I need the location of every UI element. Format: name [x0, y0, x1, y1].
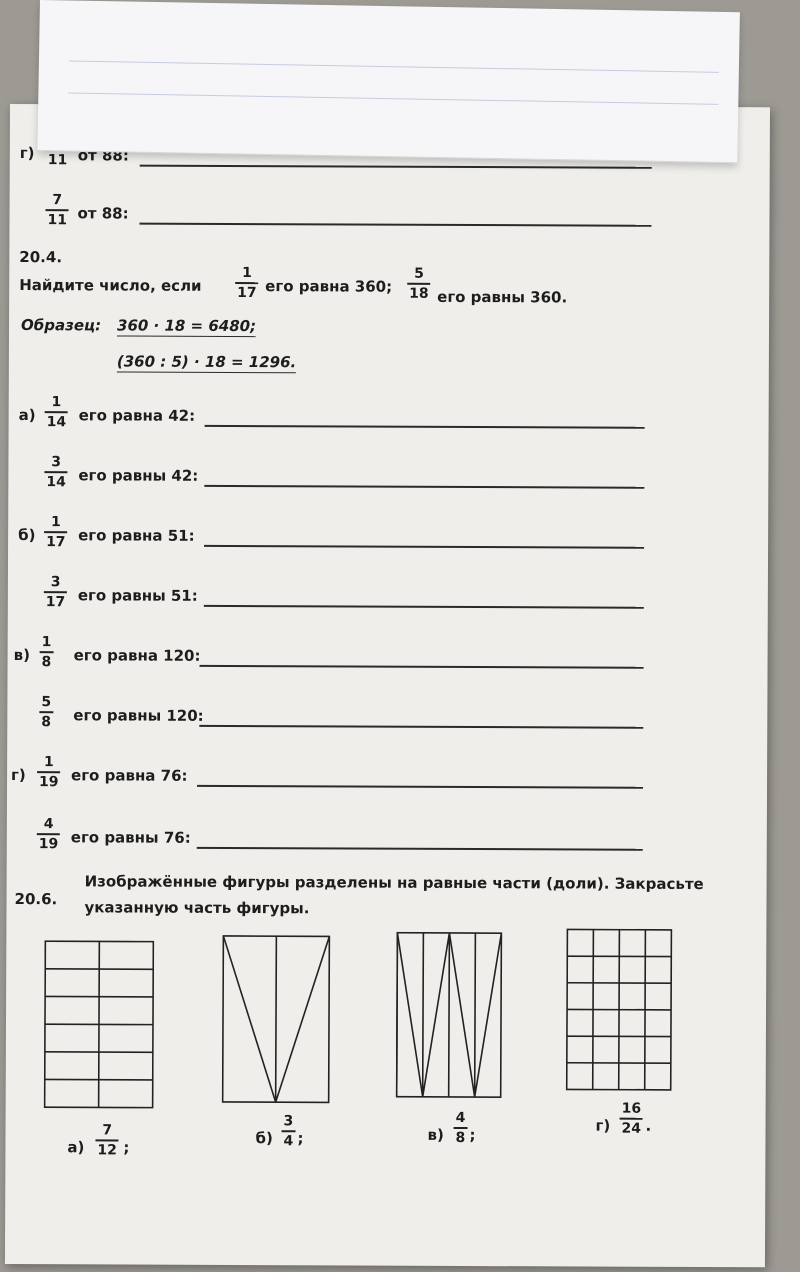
- ruled-line: [69, 61, 719, 73]
- task-statement: Найдите число, если: [19, 276, 202, 295]
- answer-line[interactable]: [199, 725, 643, 728]
- fraction-numerator: 4: [43, 816, 54, 833]
- task-number: 20.6.: [14, 890, 58, 909]
- fraction-numerator: 1: [41, 634, 52, 651]
- sample-line: (360 : 5) · 18 = 1296.: [116, 352, 297, 372]
- fraction-denominator: 17: [45, 593, 66, 610]
- fraction: [407, 266, 431, 302]
- fraction-numerator: 1: [51, 394, 62, 411]
- figure-b-rectangle-triangles[interactable]: [222, 935, 333, 1105]
- fraction-bar: [37, 833, 60, 835]
- item-text: от 88:: [77, 204, 129, 223]
- paper-overlay-strip: [37, 0, 740, 163]
- fraction: [44, 574, 68, 610]
- fraction-denominator: 12: [97, 1141, 117, 1158]
- fraction-denominator: 17: [46, 533, 66, 550]
- task-statement: его равны 360.: [437, 287, 568, 307]
- fraction-denominator: 19: [39, 773, 59, 790]
- fraction-bar: [454, 1127, 468, 1129]
- fraction-bar: [282, 1130, 296, 1132]
- figure-v-rectangle-zigzag[interactable]: [396, 932, 505, 1100]
- figure-label: г): [595, 1116, 611, 1135]
- figure-label: в): [427, 1125, 444, 1144]
- fraction: [37, 754, 61, 790]
- worksheet-page: [5, 104, 770, 1267]
- answer-line[interactable]: [197, 847, 643, 850]
- punctuation: ;: [469, 1126, 476, 1145]
- answer-line[interactable]: [204, 485, 644, 488]
- item-text: от 88:: [77, 146, 129, 165]
- fraction-numerator: 7: [102, 1122, 113, 1139]
- fraction: [44, 454, 68, 490]
- fraction-denominator: 14: [46, 413, 67, 430]
- item-text: его равна 76:: [71, 766, 188, 785]
- fraction: [620, 1101, 644, 1137]
- fraction-bar: [620, 1118, 643, 1120]
- fraction-numerator: 1: [242, 265, 252, 282]
- figure-g-rectangle-grid[interactable]: [566, 928, 675, 1092]
- item-label: г): [19, 144, 35, 163]
- sample-label: Образец:: [20, 316, 102, 335]
- fraction-bar: [37, 771, 60, 773]
- answer-line[interactable]: [204, 545, 644, 548]
- item-text: его равна 120:: [73, 646, 201, 665]
- fraction-numerator: 3: [51, 454, 62, 471]
- fraction-bar: [407, 283, 430, 285]
- task-statement: Изображённые фигуры разделены на равные части (доли). Закрасьте: [84, 872, 704, 894]
- fraction-bar: [235, 282, 258, 284]
- item-text: его равны 120:: [73, 706, 204, 725]
- item-text: его равны 42:: [78, 466, 199, 485]
- item-text: его равны 76:: [70, 828, 191, 847]
- fraction-bar: [95, 1139, 118, 1141]
- fraction-numerator: 1: [51, 514, 61, 531]
- fraction: [95, 1122, 119, 1158]
- fraction-bar: [46, 209, 69, 211]
- item-text: его равна 51:: [78, 526, 195, 545]
- fraction-denominator: 17: [237, 284, 257, 301]
- fraction-numerator: 5: [41, 694, 52, 711]
- answer-line[interactable]: [205, 425, 645, 428]
- fraction-numerator: 1: [43, 754, 54, 771]
- fraction-denominator: 24: [621, 1120, 642, 1137]
- fraction-numerator: 4: [455, 1109, 466, 1126]
- fraction-denominator: 11: [47, 151, 68, 168]
- ruled-line: [68, 93, 718, 105]
- fraction-numerator: 3: [50, 574, 61, 591]
- fraction: [44, 514, 68, 550]
- fraction: [45, 192, 69, 228]
- item-label: г): [11, 766, 26, 785]
- fraction-denominator: 8: [455, 1129, 466, 1146]
- fraction-denominator: 8: [41, 713, 52, 730]
- fraction-bar: [44, 471, 67, 473]
- fraction: [45, 394, 69, 430]
- figure-a-rectangle-grid[interactable]: [44, 940, 155, 1110]
- item-text: его равна 42:: [78, 406, 196, 425]
- answer-line[interactable]: [204, 605, 644, 608]
- fraction: [281, 1113, 295, 1149]
- fraction-denominator: 4: [283, 1132, 294, 1149]
- fraction-numerator: 5: [414, 265, 424, 282]
- punctuation: .: [645, 1116, 652, 1135]
- fraction-denominator: 11: [47, 211, 68, 228]
- item-text: его равны 51:: [77, 586, 198, 605]
- sample-line: 360 · 18 = 6480;: [116, 316, 257, 336]
- task-statement: указанную часть фигуры.: [84, 898, 310, 918]
- punctuation: ;: [123, 1138, 130, 1157]
- answer-line[interactable]: [200, 665, 644, 668]
- fraction-denominator: 19: [38, 835, 59, 852]
- fraction-denominator: 18: [409, 285, 429, 302]
- fraction: [39, 694, 53, 730]
- fraction: [453, 1110, 467, 1146]
- fraction-bar: [44, 591, 67, 593]
- fraction: [37, 816, 61, 852]
- figure-label: а): [67, 1138, 85, 1157]
- task-number: 20.4.: [19, 248, 63, 267]
- punctuation: ;: [297, 1129, 304, 1148]
- fraction-bar: [44, 531, 67, 533]
- task-statement: его равна 360;: [265, 277, 393, 296]
- fraction-numerator: 3: [283, 1113, 294, 1130]
- fraction-denominator: 8: [41, 653, 52, 670]
- fraction-denominator: 14: [46, 473, 66, 490]
- fraction-bar: [45, 411, 68, 413]
- fraction-bar: [40, 651, 54, 653]
- answer-line[interactable]: [139, 223, 651, 227]
- figure-label: б): [255, 1129, 273, 1148]
- item-label: в): [13, 646, 30, 665]
- answer-line[interactable]: [197, 785, 643, 788]
- item-label: а): [18, 406, 36, 425]
- fraction-numerator: 16: [621, 1100, 642, 1117]
- fraction: [235, 265, 259, 301]
- fraction-numerator: 7: [52, 192, 63, 209]
- fraction: [40, 634, 54, 670]
- fraction-bar: [39, 711, 53, 713]
- answer-line[interactable]: [140, 165, 652, 169]
- item-label: б): [18, 526, 36, 545]
